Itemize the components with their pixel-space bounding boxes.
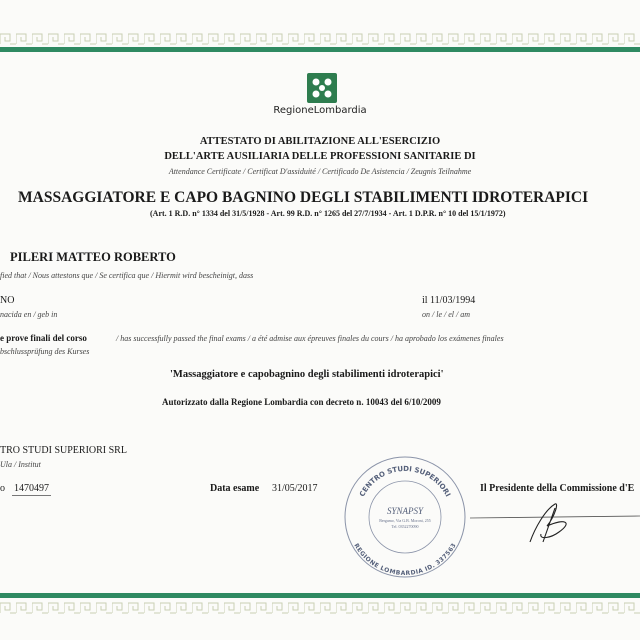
institute-stamp xyxy=(340,452,470,582)
green-band-top xyxy=(0,47,640,52)
number-prefix: o xyxy=(0,483,5,494)
certificate-number: 1470497 xyxy=(14,483,49,494)
signature xyxy=(470,498,640,548)
stamp-ring-top: CENTRO STUDI SUPERIORI xyxy=(358,464,452,499)
regione-lombardia-logo xyxy=(307,73,337,103)
stamp-tel: Tel. 0352270090 xyxy=(391,524,419,529)
president-label: Il Presidente della Commissione d'E xyxy=(480,483,635,494)
institute-label: Ula / Institut xyxy=(0,460,41,469)
course-name: 'Massaggiatore e capobagnino degli stabilimenti idroterapici' xyxy=(170,369,444,380)
title-line-2: DELL'ARTE AUSILIARIA DELLE PROFESSIONI SANITARIE DI xyxy=(164,151,476,162)
exam-passed-line-2: bschlussprüfung des Kurses xyxy=(0,347,90,356)
stamp-ring-bottom: REGIONE LOMBARDIA ID. 337563 xyxy=(352,542,458,578)
main-title: MASSAGGIATORE E CAPO BAGNINO DEGLI STABILIMENTI IDROTERAPICI xyxy=(18,189,589,206)
birthdate: il 11/03/1994 xyxy=(422,295,476,306)
birthplace-label: nacida en / geb in xyxy=(0,310,58,319)
greek-key-border-bottom xyxy=(0,602,640,614)
birthplace: NO xyxy=(0,295,15,306)
stamp-center: SYNAPSY xyxy=(386,506,424,516)
title-translations: Attendance Certificate / Certificat D'assiduité / Certificado De Asistencia / Zeugnis Teilnahme xyxy=(168,167,472,176)
rosa-camuna-icon xyxy=(307,73,337,103)
legal-reference: (Art. 1 R.D. n° 1334 del 31/5/1928 - Art. 99 R.D. n° 1265 del 27/7/1934 - Art. 1 D.P.R. n° 10 del 15/1/1972) xyxy=(150,209,506,218)
greek-key-border-top xyxy=(0,33,640,45)
svg-text:REGIONE LOMBARDIA ID. 337563 xyxy=(352,542,457,577)
title-line-1: ATTESTATO DI ABILITAZIONE ALL'ESERCIZIO xyxy=(199,136,441,147)
green-band-bottom xyxy=(0,593,640,598)
svg-text:CENTRO STUDI SUPERIORI xyxy=(358,465,452,498)
brand-name: RegioneLombardia xyxy=(273,105,367,116)
exam-passed-bold: e prove finali del corso xyxy=(0,333,87,343)
exam-date-label: Data esame xyxy=(210,483,260,494)
institute-name: TRO STUDI SUPERIORI SRL xyxy=(0,445,127,456)
exam-passed-translations: / has successfully passed the final exams / a été admise aux épreuves finales du cours / ha aprobado los exámenes finales xyxy=(116,334,504,343)
certified-label: fied that / Nous attestons que / Se certifica que / Hiermit wird bescheinigt, dass xyxy=(0,271,254,280)
stamp-address: Bergamo, Via G.B. Moroni, 255 xyxy=(379,518,431,523)
authorization: Autorizzato dalla Regione Lombardia con decreto n. 10043 del 6/10/2009 xyxy=(162,397,441,407)
exam-date: 31/05/2017 xyxy=(272,483,318,494)
birthdate-label: on / le / el / am xyxy=(422,310,470,319)
holder-name: PILERI MATTEO ROBERTO xyxy=(10,250,176,264)
